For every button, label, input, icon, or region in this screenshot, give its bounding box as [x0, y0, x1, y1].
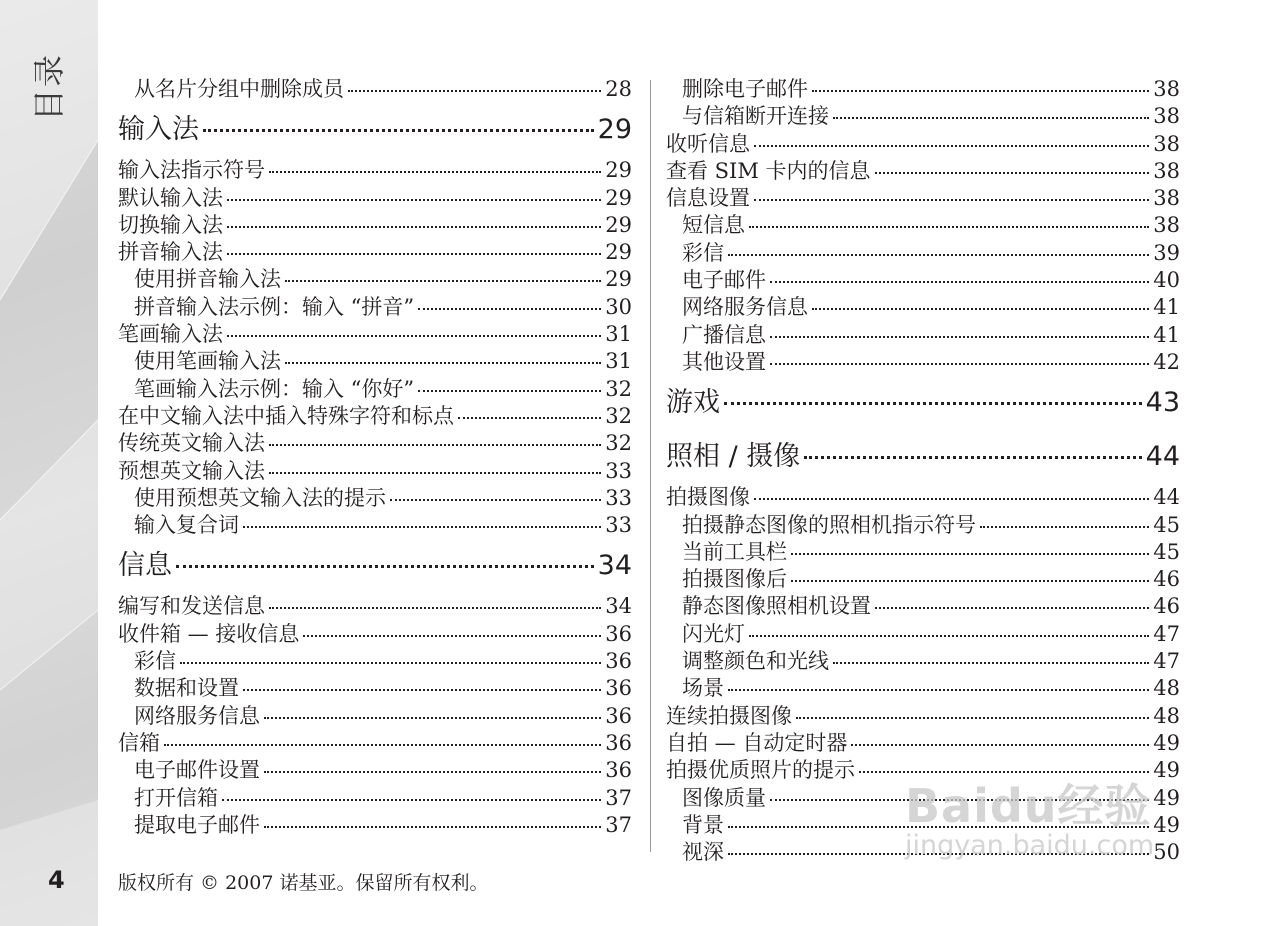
- toc-entry-page: 37: [605, 785, 632, 810]
- toc-entry[interactable]: [666, 512, 1180, 539]
- toc-entry[interactable]: [118, 512, 632, 539]
- toc-entry-title: 静态图像照相机设置: [682, 594, 871, 619]
- toc-entry-title: 打开信箱: [134, 785, 218, 810]
- toc-entry-title: 拍摄图像后: [682, 567, 787, 592]
- toc-entry-title: 拍摄图像: [666, 485, 750, 510]
- toc-entry-title: 网络服务信息: [134, 703, 260, 728]
- toc-entry-page: 38: [1153, 104, 1180, 129]
- toc-entry[interactable]: [118, 675, 632, 702]
- toc-entry[interactable]: [118, 593, 632, 620]
- toc-entry-title: 使用预想英文输入法的提示: [134, 485, 386, 510]
- toc-entry-title: 输入复合词: [134, 513, 239, 538]
- toc-entry-page: 36: [605, 730, 632, 755]
- toc-entry[interactable]: [666, 812, 1180, 839]
- toc-entry-page: 33: [605, 458, 632, 483]
- toc-entry-page: 48: [1153, 703, 1180, 728]
- toc-entry-title: 预想英文输入法: [118, 458, 265, 483]
- toc-entry-page: 29: [605, 240, 632, 265]
- dot-leader: [264, 771, 601, 773]
- toc-entry-title: 场景: [682, 676, 724, 701]
- dot-leader: [728, 689, 1149, 691]
- dot-leader: [796, 717, 1149, 719]
- toc-entry-page: 33: [605, 485, 632, 510]
- toc-entry-page: 37: [605, 812, 632, 837]
- toc-entry-title: 短信息: [682, 213, 745, 238]
- toc-entry[interactable]: [666, 349, 1180, 376]
- toc-entry-page: 29: [605, 185, 632, 210]
- toc-entry[interactable]: [666, 294, 1180, 321]
- toc-entry-title: 输入法: [118, 114, 199, 146]
- toc-entry[interactable]: [666, 76, 1180, 103]
- toc-entry[interactable]: [118, 812, 632, 839]
- toc-entry-page: 29: [597, 114, 632, 146]
- column-divider: [650, 80, 651, 852]
- toc-entry-title: 电子邮件设置: [134, 758, 260, 783]
- dot-leader: [227, 253, 601, 255]
- dot-leader: [875, 172, 1150, 174]
- toc-entry-title: 视深: [682, 840, 724, 865]
- toc-entry[interactable]: [118, 430, 632, 457]
- dot-leader: [728, 853, 1149, 855]
- toc-entry-title: 自拍 — 自动定时器: [666, 730, 848, 755]
- toc-entry-title: 笔画输入法: [118, 322, 223, 347]
- toc-entry[interactable]: [666, 322, 1180, 349]
- toc-entry-title: 背景: [682, 812, 724, 837]
- toc-entry-page: 44: [1153, 485, 1180, 510]
- toc-entry-page: 31: [605, 349, 632, 374]
- toc-entry[interactable]: [118, 348, 632, 375]
- toc-entry-page: 47: [1153, 621, 1180, 646]
- watermark-brand: Baidu经验: [905, 779, 1152, 833]
- dot-leader: [227, 199, 601, 201]
- toc-entry-title: 在中文输入法中插入特殊字符和标点: [118, 403, 454, 428]
- dot-leader: [269, 472, 601, 474]
- dot-leader: [754, 498, 1149, 500]
- toc-entry-title: 查看 SIM 卡内的信息: [666, 158, 871, 183]
- toc-entry[interactable]: [118, 785, 632, 812]
- toc-entry-title: 默认输入法: [118, 185, 223, 210]
- dot-leader: [269, 607, 601, 609]
- toc-entry[interactable]: [666, 703, 1180, 730]
- dot-leader: [180, 662, 601, 664]
- toc-entry-page: 45: [1153, 512, 1180, 537]
- toc-entry-title: 提取电子邮件: [134, 812, 260, 837]
- dot-leader: [770, 281, 1149, 283]
- dot-leader: [269, 171, 601, 173]
- sidebar-strip: [0, 0, 98, 926]
- dot-leader: [176, 565, 594, 568]
- page-number: 4: [48, 866, 65, 894]
- watermark-url: jingyan.baidu.com: [905, 830, 1155, 861]
- dot-leader: [859, 771, 1149, 773]
- toc-entry-page: 39: [1153, 240, 1180, 265]
- dot-leader: [851, 744, 1149, 746]
- toc-entry-title: 编写和发送信息: [118, 594, 265, 619]
- dot-leader: [812, 90, 1149, 92]
- toc-entry-page: 43: [1145, 387, 1180, 419]
- toc-entry-page: 29: [605, 158, 632, 183]
- toc-entry-page: 36: [605, 621, 632, 646]
- toc-entry-title: 使用笔画输入法: [134, 349, 281, 374]
- toc-entry[interactable]: [666, 593, 1180, 620]
- dot-leader: [418, 308, 601, 310]
- toc-entry-title: 闪光灯: [682, 621, 745, 646]
- toc-entry[interactable]: [666, 131, 1180, 158]
- toc-entry-title: 数据和设置: [134, 676, 239, 701]
- toc-entry[interactable]: [118, 403, 632, 430]
- toc-entry-page: 48: [1153, 676, 1180, 701]
- dot-leader: [227, 335, 601, 337]
- toc-entry-title: 彩信: [682, 240, 724, 265]
- toc-entry-page: 36: [605, 758, 632, 783]
- toc-entry-title: 切换输入法: [118, 212, 223, 237]
- dot-leader: [458, 417, 601, 419]
- toc-entry-page: 32: [605, 403, 632, 428]
- toc-entry[interactable]: [666, 158, 1180, 185]
- toc-entry-title: 调整颜色和光线: [682, 649, 829, 674]
- toc-entry-title: 信息设置: [666, 186, 750, 211]
- dot-leader: [390, 499, 601, 501]
- toc-entry[interactable]: [118, 185, 632, 212]
- toc-entry-page: 45: [1153, 539, 1180, 564]
- toc-entry-title: 其他设置: [682, 349, 766, 374]
- toc-entry-page: 34: [605, 594, 632, 619]
- toc-entry[interactable]: [118, 757, 632, 784]
- toc-entry-page: 41: [1153, 295, 1180, 320]
- toc-entry[interactable]: [666, 240, 1180, 267]
- toc-left-column: [118, 76, 632, 839]
- dot-leader: [980, 526, 1149, 528]
- toc-chapter-entry[interactable]: [666, 430, 1180, 484]
- toc-entry-page: 46: [1153, 594, 1180, 619]
- toc-entry-page: 42: [1153, 349, 1180, 374]
- dot-leader: [833, 117, 1149, 119]
- toc-entry-title: 收听信息: [666, 131, 750, 156]
- toc-entry-title: 网络服务信息: [682, 295, 808, 320]
- toc-entry[interactable]: [666, 103, 1180, 130]
- toc-entry-title: 游戏: [666, 387, 720, 419]
- toc-entry[interactable]: [666, 185, 1180, 212]
- toc-entry-page: 38: [1153, 213, 1180, 238]
- toc-entry[interactable]: [118, 321, 632, 348]
- toc-entry-page: 38: [1153, 186, 1180, 211]
- toc-entry-page: 36: [605, 649, 632, 674]
- toc-entry-page: 38: [1153, 158, 1180, 183]
- toc-entry-page: 31: [605, 322, 632, 347]
- toc-entry[interactable]: [666, 621, 1180, 648]
- dot-leader: [749, 635, 1149, 637]
- toc-entry-page: 44: [1145, 441, 1180, 473]
- toc-entry[interactable]: [666, 785, 1180, 812]
- toc-entry-title: 电子邮件: [682, 268, 766, 293]
- toc-entry[interactable]: [118, 703, 632, 730]
- toc-entry[interactable]: [118, 157, 632, 184]
- dot-leader: [791, 580, 1149, 582]
- dot-leader: [418, 390, 601, 392]
- copyright-footer: 版权所有 © 2007 诺基亚。保留所有权利。: [118, 872, 489, 894]
- toc-entry[interactable]: [666, 539, 1180, 566]
- dot-leader: [833, 662, 1149, 664]
- toc-entry-title: 删除电子邮件: [682, 77, 808, 101]
- toc-entry-title: 图像质量: [682, 785, 766, 810]
- dot-leader: [222, 799, 601, 801]
- toc-entry-page: 49: [1153, 758, 1180, 783]
- toc-entry[interactable]: [118, 76, 632, 103]
- toc-entry[interactable]: [666, 484, 1180, 511]
- toc-entry-page: 41: [1153, 322, 1180, 347]
- dot-leader: [269, 444, 601, 446]
- dot-leader: [804, 456, 1141, 459]
- toc-entry-page: 36: [605, 676, 632, 701]
- dot-leader: [770, 799, 1149, 801]
- toc-entry-title: 彩信: [134, 649, 176, 674]
- toc-entry-page: 47: [1153, 649, 1180, 674]
- toc-entry[interactable]: [118, 239, 632, 266]
- toc-entry[interactable]: [118, 212, 632, 239]
- dot-leader: [770, 336, 1149, 338]
- sidebar-background-pattern: [0, 0, 98, 926]
- toc-entry-page: 29: [605, 212, 632, 237]
- toc-chapter-entry[interactable]: [118, 103, 632, 157]
- dot-leader: [164, 744, 601, 746]
- toc-entry-page: 38: [1153, 77, 1180, 101]
- toc-chapter-entry[interactable]: [118, 539, 632, 593]
- toc-right-column: [666, 76, 1180, 866]
- toc-entry-page: 46: [1153, 567, 1180, 592]
- toc-entry[interactable]: [666, 648, 1180, 675]
- dot-leader: [728, 254, 1149, 256]
- toc-entry-title: 从名片分组中删除成员: [134, 77, 344, 101]
- toc-entry[interactable]: [666, 212, 1180, 239]
- toc-entry-page: 32: [605, 376, 632, 401]
- toc-entry[interactable]: [666, 839, 1180, 866]
- dot-leader: [749, 226, 1149, 228]
- toc-entry-page: 40: [1153, 268, 1180, 293]
- dot-leader: [728, 826, 1149, 828]
- toc-entry[interactable]: [118, 376, 632, 403]
- toc-entry-title: 拼音输入法: [118, 240, 223, 265]
- toc-entry-page: 49: [1153, 730, 1180, 755]
- dot-leader: [243, 526, 601, 528]
- toc-entry[interactable]: [118, 621, 632, 648]
- toc-entry-title: 当前工具栏: [682, 539, 787, 564]
- dot-leader: [348, 90, 601, 92]
- toc-entry-title: 拍摄静态图像的照相机指示符号: [682, 512, 976, 537]
- dot-leader: [791, 553, 1149, 555]
- toc-entry[interactable]: [666, 566, 1180, 593]
- toc-entry-page: 28: [605, 77, 632, 101]
- dot-leader: [770, 363, 1149, 365]
- toc-entry-page: 29: [605, 267, 632, 292]
- toc-entry-page: 30: [605, 294, 632, 319]
- dot-leader: [203, 129, 594, 132]
- toc-entry[interactable]: [118, 730, 632, 757]
- toc-entry[interactable]: [666, 267, 1180, 294]
- dot-leader: [264, 717, 601, 719]
- dot-leader: [724, 402, 1142, 405]
- toc-entry[interactable]: [118, 648, 632, 675]
- dot-leader: [285, 362, 601, 364]
- toc-entry-title: 与信箱断开连接: [682, 104, 829, 129]
- toc-entry[interactable]: [118, 458, 632, 485]
- toc-entry-title: 广播信息: [682, 322, 766, 347]
- toc-entry-title: 照相 / 摄像: [666, 441, 801, 473]
- toc-entry-title: 拍摄优质照片的提示: [666, 758, 855, 783]
- dot-leader: [754, 145, 1149, 147]
- toc-entry-title: 传统英文输入法: [118, 431, 265, 456]
- section-title: 目录: [30, 52, 68, 121]
- toc-entry-page: 49: [1153, 785, 1180, 810]
- toc-entry-page: 38: [1153, 131, 1180, 156]
- dot-leader: [227, 226, 601, 228]
- dot-leader: [285, 280, 601, 282]
- toc-entry[interactable]: [118, 485, 632, 512]
- toc-entry-title: 使用拼音输入法: [134, 267, 281, 292]
- toc-entry-title: 收件箱 — 接收信息: [118, 621, 300, 646]
- toc-entry[interactable]: [666, 730, 1180, 757]
- toc-entry-title: 输入法指示符号: [118, 158, 265, 183]
- dot-leader: [875, 607, 1149, 609]
- toc-entry-title: 连续拍摄图像: [666, 703, 792, 728]
- dot-leader: [812, 308, 1149, 310]
- toc-chapter-entry[interactable]: [666, 376, 1180, 430]
- dot-leader: [264, 826, 601, 828]
- dot-leader: [303, 635, 601, 637]
- toc-entry-page: 33: [605, 513, 632, 538]
- toc-entry-page: 34: [597, 550, 632, 582]
- toc-entry-title: 笔画输入法示例：输入 “你好”: [134, 376, 415, 401]
- toc-entry-page: 32: [605, 431, 632, 456]
- toc-entry-page: 50: [1153, 840, 1180, 865]
- dot-leader: [243, 689, 601, 691]
- toc-entry-page: 36: [605, 703, 632, 728]
- toc-entry-title: 信箱: [118, 730, 160, 755]
- toc-entry-title: 拼音输入法示例：输入 “拼音”: [134, 294, 415, 319]
- toc-entry-title: 信息: [118, 550, 172, 582]
- toc-entry-page: 49: [1153, 812, 1180, 837]
- toc-entry[interactable]: [118, 294, 632, 321]
- toc-entry[interactable]: [666, 757, 1180, 784]
- dot-leader: [754, 199, 1149, 201]
- toc-entry[interactable]: [666, 675, 1180, 702]
- toc-entry[interactable]: [118, 266, 632, 293]
